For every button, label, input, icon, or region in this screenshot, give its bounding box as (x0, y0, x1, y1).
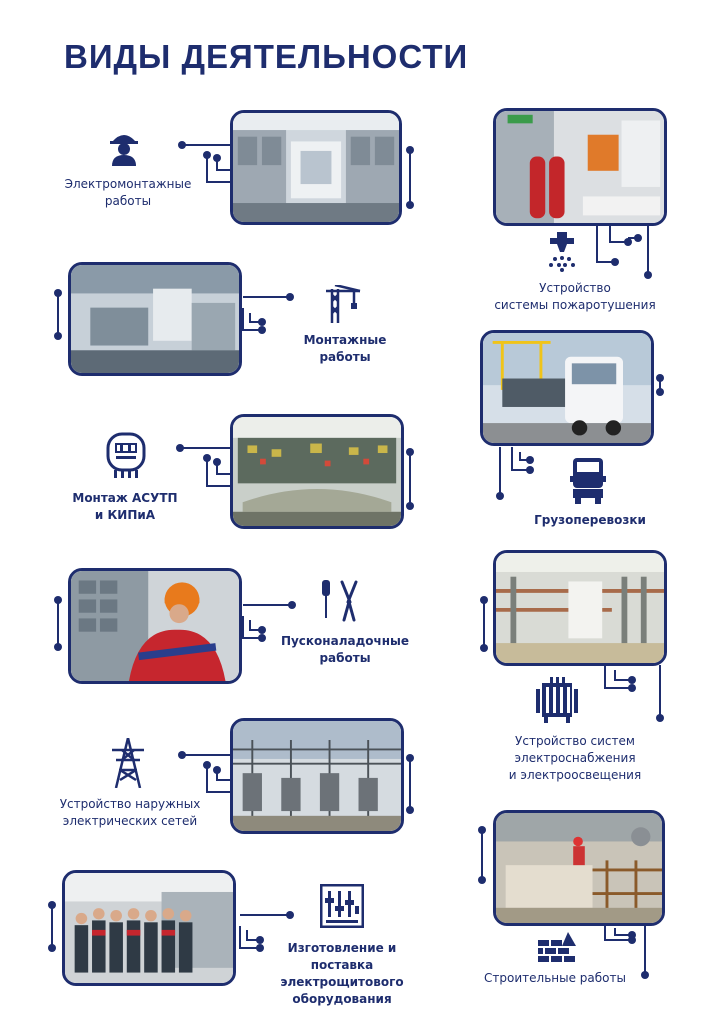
brick-wall-icon (538, 932, 578, 970)
label-electromontage: Электромонтажные работы (64, 177, 192, 208)
label-montage: Монтажные работы (303, 333, 387, 364)
switchboard-icon (320, 884, 364, 932)
label-power-systems: Устройство систем электроснабжения и электроосвещения (508, 734, 642, 782)
power-tower-icon (108, 738, 148, 792)
photo-substation (230, 718, 404, 834)
meter-icon (106, 432, 146, 482)
photo-team (62, 870, 236, 986)
photo-industrial-hall (68, 262, 242, 376)
label-external-networks: Устройство наружных электрических сетей (59, 797, 201, 828)
label-asutp: Монтаж АСУТП и КИПиА (72, 491, 178, 522)
label-construction: Строительные работы (484, 971, 626, 985)
label-switchboard: Изготовление и поставка электрощитового оборудования (280, 941, 404, 1006)
tools-icon (318, 580, 360, 626)
sprinkler-icon (545, 232, 579, 276)
page-title: ВИДЫ ДЕЯТЕЛЬНОСТИ (64, 38, 469, 75)
photo-commissioning-engineer (68, 568, 242, 684)
photo-power-plant (493, 550, 667, 666)
photo-construction-site (493, 810, 665, 926)
label-fire-system: Устройство системы пожаротушения (494, 281, 656, 312)
photo-fire-extinguishing (493, 108, 667, 226)
photo-truck (480, 330, 654, 446)
transformer-icon (536, 677, 578, 727)
label-trucking: Грузоперевозки (534, 513, 646, 527)
label-commissioning: Пусконаладочные работы (280, 634, 410, 665)
truck-icon (570, 458, 606, 508)
worker-helmet-icon (108, 128, 140, 170)
photo-switchgear-room (230, 110, 402, 225)
crane-icon (322, 285, 362, 327)
photo-control-room (230, 414, 404, 529)
